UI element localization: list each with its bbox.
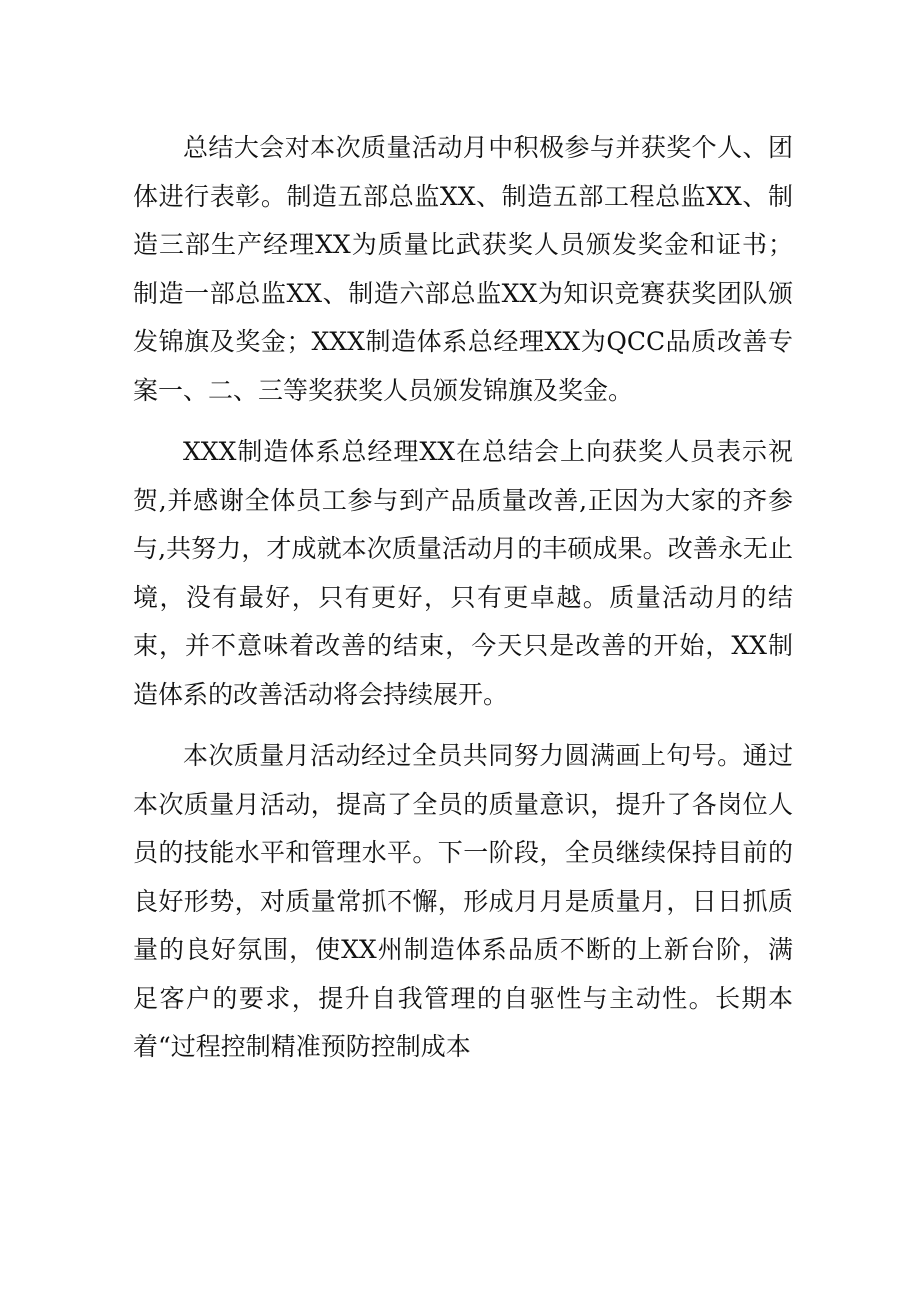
paragraph-awards: 总结大会对本次质量活动月中积极参与并获奖个人、团体进行表彰。制造五部总监XX、制造五部工程总监XX、制造三部生产经理XX为质量比武获奖人员颁发奖金和证书；制造一部总监XX、制造六部总监XX为知识竞赛获奖团队颁发锦旗及奖金；XXX制造体系总经理XX为QCC品质改善专案一、二、三等奖获奖人员颁发锦旗及奖金。 bbox=[133, 133, 793, 405]
document-body bbox=[133, 124, 793, 1085]
paragraph-congratulations: XXX制造体系总经理XX在总结会上向获奖人员表示祝贺,并感谢全体员工参与到产品质量改善,正因为大家的齐参与,共努力，才成就本次质量活动月的丰硕成果。改善永无止境，没有最好，只有更好，只有更卓越。质量活动月的结束，并不意味着改善的结束，今天只是改善的开始，XX制造体系的改善活动将会持续展开。 bbox=[133, 437, 793, 709]
paragraph-summary: 本次质量月活动经过全员共同努力圆满画上句号。通过本次质量月活动，提高了全员的质量意识，提升了各岗位人员的技能水平和管理水平。下一阶段，全员继续保持目前的良好形势，对质量常抓不懈，形成月月是质量月，日日抓质量的良好氛围，使XX州制造体系品质不断的上新台阶，满足客户的要求，提升自我管理的自驱性与主动性。长期本着“过程控制精准预防控制成本 bbox=[133, 741, 793, 1061]
